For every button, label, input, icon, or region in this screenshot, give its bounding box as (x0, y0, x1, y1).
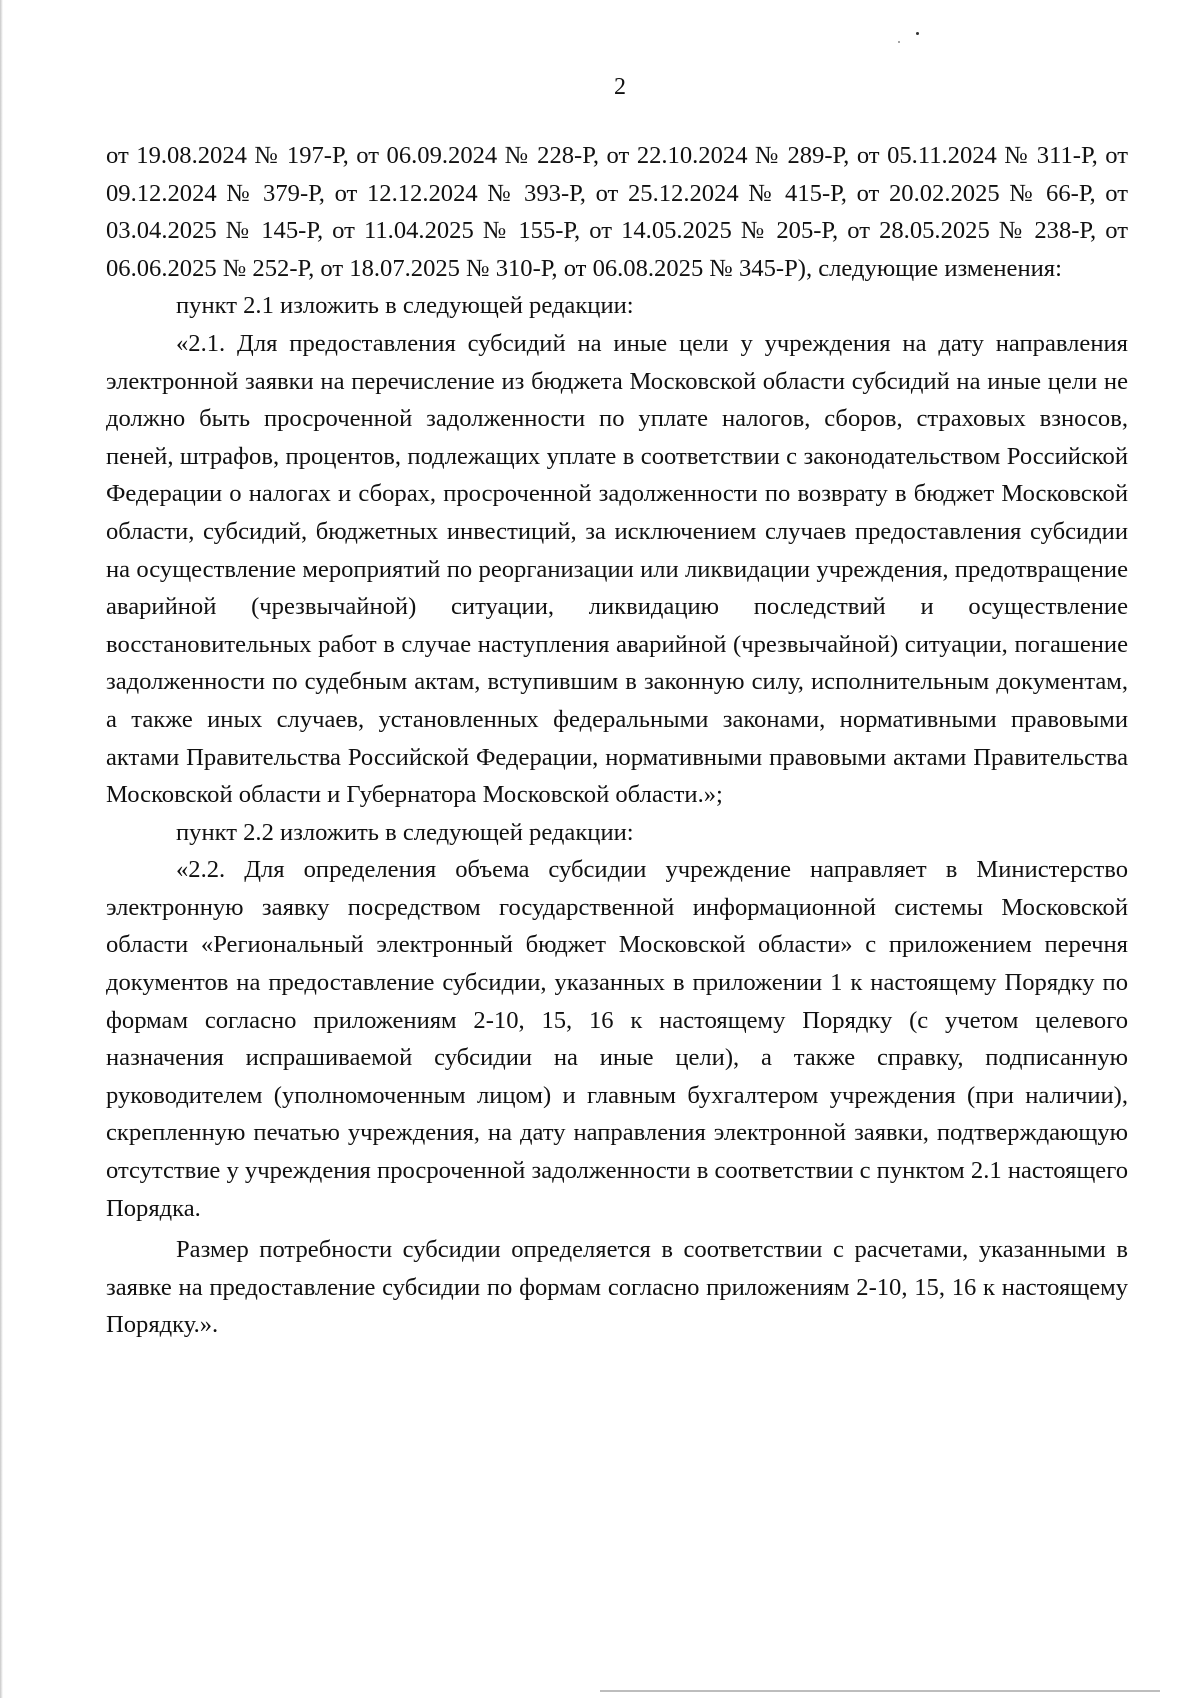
paragraph-clause-2-1-intro: пункт 2.1 изложить в следующей редакции: (176, 292, 634, 320)
scan-bottom-edge (600, 1690, 1160, 1692)
scan-edge-shadow (0, 0, 3, 1698)
paragraph-clause-2-2: «2.2. Для определения объема субсидии учреждение направляет в Министерство электронную заявку посредством государственной информационной системы Московской области «Региональный электронный бюджет Московской области» с приложением перечня документов на предоставление субсидии, указанных в приложении 1 к настоящему Порядку по формам согласно приложениям 2-10, 15, 16 к настоящему Порядку (с учетом целевого назначения испрашиваемой субсидии на иные цели), а также справку, подписанную руководителем (уполномоченным лицом) и главным бухгалтером учреждения (при наличии), скрепленную печатью учреждения, на дату направления электронной заявки, подтверждающую отсутствие у учреждения просроченной задолженности в соответствии с пунктом 2.1 настоящего Порядка. (106, 856, 1128, 1222)
paragraph-subsidy-size: Размер потребности субсидии определяется в соответствии с расчетами, указанными в заявке на предоставление субсидии по формам согласно приложениям 2-10, 15, 16 к настоящему Порядку.». (106, 1236, 1128, 1339)
paragraph-amendments-list: от 19.08.2024 № 197-Р, от 06.09.2024 № 228-Р, от 22.10.2024 № 289-Р, от 05.11.2024 № 311-Р, от 09.12.2024 № 379-Р, от 12.12.2024 № 393-Р, от 25.12.2024 № 415-Р, от 20.02.2025 № 66-Р, от 03.04.2025 № 145-Р, от 11.04.2025 № 155-Р, от 14.05.2025 № 205-Р, от 28.05.2025 № 238-Р, от 06.06.2025 № 252-Р, от 18.07.2025 № 310-Р, от 06.08.2025 № 345-Р), следующие изменения: (106, 142, 1128, 282)
scan-speck (898, 41, 900, 43)
paragraph-clause-2-1: «2.1. Для предоставления субсидий на иные цели у учреждения на дату направления электронной заявки на перечисление из бюджета Московской области субсидий на иные цели не должно быть просроченной задолженности по уплате налогов, сборов, страховых взносов, пеней, штрафов, процентов, подлежащих уплате в соответствии с законодательством Российской Федерации о налогах и сборах, просроченной задолженности по возврату в бюджет Московской области, субсидий, бюджетных инвестиций, за исключением случаев предоставления субсидии на осуществление мероприятий по реорганизации или ликвидации учреждения, предотвращение аварийной (чрезвычайной) ситуации, ликвидацию последствий и осуществление восстановительных работ в случае наступления аварийной (чрезвычайной) ситуации, погашение задолженности по судебным актам, вступившим в законную силу, исполнительным документам, а также иных случаев, установленных федеральными законами, нормативными правовыми актами Правительства Российской Федерации, нормативными правовыми актами Правительства Московской области и Губернатора Московской области.»; (106, 329, 1128, 809)
page-number: 2 (614, 74, 626, 100)
scan-speck (916, 32, 919, 35)
document-body (106, 137, 1128, 1344)
paragraph-clause-2-2-intro: пункт 2.2 изложить в следующей редакции: (176, 818, 634, 846)
